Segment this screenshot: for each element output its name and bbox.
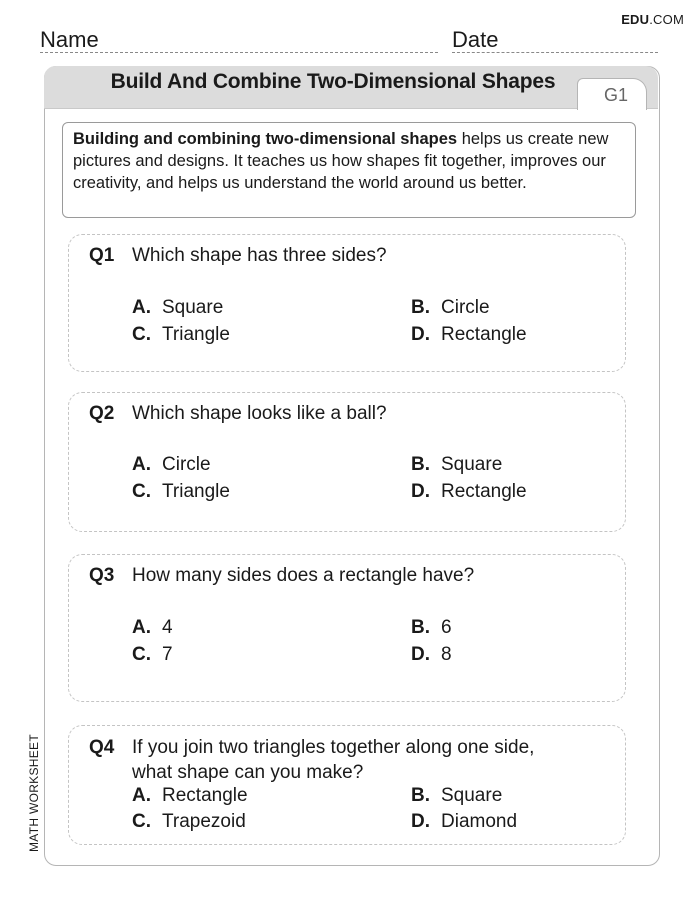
- option-a[interactable]: [132, 454, 211, 476]
- option-letter: D.: [411, 644, 430, 665]
- brand-logo: [621, 12, 684, 27]
- question-card-1: [68, 234, 626, 372]
- option-letter: D.: [411, 481, 430, 502]
- option-a[interactable]: [132, 297, 223, 319]
- option-c[interactable]: [132, 811, 246, 833]
- date-label: Date: [452, 27, 499, 52]
- name-label: Name: [40, 27, 99, 52]
- option-b[interactable]: [411, 617, 452, 639]
- option-text: 4: [162, 617, 173, 638]
- question-text: How many sides does a rectangle have?: [132, 565, 475, 586]
- question-number: Q4: [89, 737, 115, 758]
- option-letter: A.: [132, 785, 151, 806]
- grade-tab: [577, 78, 647, 110]
- question-text: Which shape has three sides?: [132, 245, 387, 266]
- name-field[interactable]: [40, 28, 438, 53]
- option-letter: A.: [132, 454, 151, 475]
- option-text: Rectangle: [441, 324, 527, 345]
- question-card-3: [68, 554, 626, 702]
- question-number: Q3: [89, 565, 115, 586]
- side-label: MATH WORKSHEET: [27, 734, 41, 852]
- option-a[interactable]: [132, 785, 248, 807]
- brand-suffix: .COM: [649, 12, 684, 27]
- option-c[interactable]: [132, 481, 230, 503]
- option-letter: B.: [411, 454, 430, 475]
- option-letter: C.: [132, 811, 151, 832]
- option-b[interactable]: [411, 454, 502, 476]
- option-text: Diamond: [441, 811, 518, 832]
- option-text: Rectangle: [162, 785, 248, 806]
- option-text: Trapezoid: [162, 811, 246, 832]
- question-number: Q1: [89, 245, 115, 266]
- option-text: Square: [441, 785, 503, 806]
- option-c[interactable]: [132, 324, 230, 346]
- option-letter: A.: [132, 297, 151, 318]
- question-text-line-1: If you join two triangles together along one side,: [132, 737, 535, 758]
- question-number: Q2: [89, 403, 115, 424]
- option-text: Circle: [162, 454, 211, 475]
- option-letter: D.: [411, 811, 430, 832]
- worksheet-title: Build And Combine Two-Dimensional Shapes: [110, 70, 556, 93]
- question-card-2: [68, 392, 626, 532]
- option-letter: C.: [132, 481, 151, 502]
- question-text: Which shape looks like a ball?: [132, 403, 387, 424]
- option-b[interactable]: [411, 297, 490, 319]
- option-letter: B.: [411, 617, 430, 638]
- option-b[interactable]: [411, 785, 502, 807]
- question-card-4: [68, 725, 626, 845]
- option-c[interactable]: [132, 644, 173, 666]
- option-text: Triangle: [162, 481, 230, 502]
- option-letter: D.: [411, 324, 430, 345]
- date-field[interactable]: [452, 28, 658, 53]
- option-letter: B.: [411, 297, 430, 318]
- option-text: 8: [441, 644, 452, 665]
- intro-box: [62, 122, 636, 218]
- option-d[interactable]: [411, 811, 517, 833]
- option-text: 7: [162, 644, 173, 665]
- option-d[interactable]: [411, 481, 527, 503]
- option-letter: B.: [411, 785, 430, 806]
- option-d[interactable]: [411, 324, 527, 346]
- intro-bold-text: Building and combining two-dimensional shapes: [73, 130, 458, 148]
- option-letter: A.: [132, 617, 151, 638]
- grade-label: G1: [604, 85, 629, 105]
- brand-name: EDU: [621, 12, 650, 27]
- question-text-line-2: what shape can you make?: [132, 762, 364, 783]
- option-d[interactable]: [411, 644, 452, 666]
- option-text: Square: [162, 297, 224, 318]
- option-text: 6: [441, 617, 452, 638]
- option-letter: C.: [132, 644, 151, 665]
- option-text: Triangle: [162, 324, 230, 345]
- option-text: Square: [441, 454, 503, 475]
- option-a[interactable]: [132, 617, 173, 639]
- option-text: Circle: [441, 297, 490, 318]
- option-text: Rectangle: [441, 481, 527, 502]
- intro-text: helps us create new pictures and designs. It teaches us how shapes fit together, improves our creativity, and helps us understand the world around us better.: [73, 130, 609, 192]
- option-letter: C.: [132, 324, 151, 345]
